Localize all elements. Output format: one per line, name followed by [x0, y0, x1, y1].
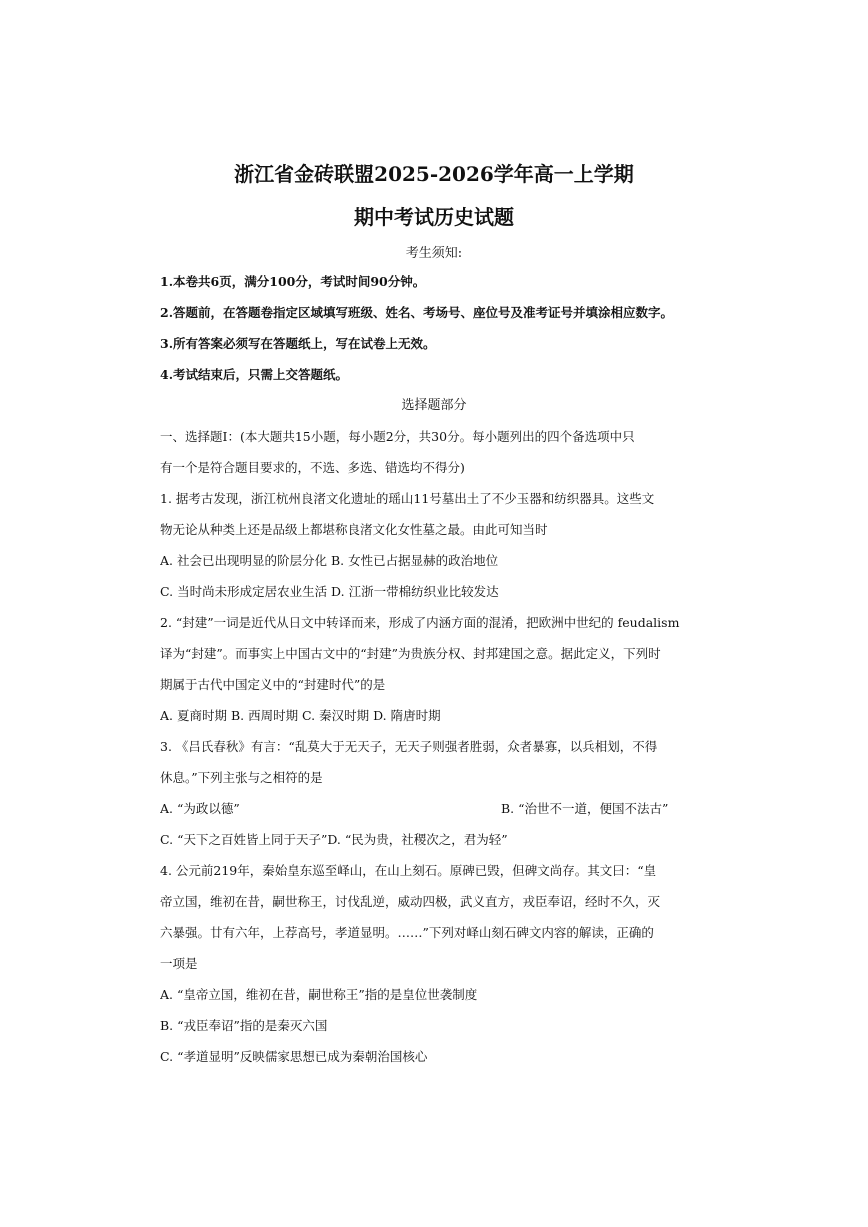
notice-item: 2.答题前，在答题卷指定区域填写班级、姓名、考场号、座位号及准考证号并填涂相应数字。 — [160, 305, 674, 320]
q4-option: B. “戎臣奉诏”指的是秦灭六国 — [160, 1018, 328, 1033]
q4-stem: 六暴强。廿有六年，上荐高号，孝道显明。……”下列对峄山刻石碑文内容的解读，正确的 — [160, 925, 654, 940]
notice-item: 1.本卷共6页，满分100分，考试时间90分钟。 — [160, 274, 426, 289]
q4-option: C. “孝道显明”反映儒家思想已成为秦朝治国核心 — [160, 1049, 428, 1064]
q2-options: A. 夏商时期 B. 西周时期 C. 秦汉时期 D. 隋唐时期 — [160, 708, 441, 723]
q4-stem: 一项是 — [160, 956, 198, 971]
doc-title-line1: 浙江省金砖联盟2025-2026学年高一上学期 — [234, 162, 634, 186]
q4-stem: 帝立国，维初在昔，嗣世称王，讨伐乱逆，威动四极，武义直方，戎臣奉诏，经时不久，灭 — [160, 894, 661, 909]
q3-options-cd: C. “天下之百姓皆上同于天子”D. “民为贵，社稷次之，君为轻” — [160, 832, 508, 847]
q2-stem: 2. “封建”一词是近代从日文中转译而来，形成了内涵方面的混淆，把欧洲中世纪的 feudalism — [160, 615, 680, 630]
section-intro: 有一个是符合题目要求的，不选、多选、错选均不得分) — [160, 460, 465, 475]
q3-option-b: B. “治世不一道，便国不法古” — [501, 801, 669, 816]
q3-options-ab — [160, 800, 720, 818]
q1-options: A. 社会已出现明显的阶层分化 B. 女性已占据显赫的政治地位 — [160, 553, 499, 568]
q4-stem: 4. 公元前219年，秦始皇东巡至峄山，在山上刻石。原碑已毁，但碑文尚存。其文曰：“皇 — [160, 863, 657, 878]
notice-item: 4.考试结束后，只需上交答题纸。 — [160, 367, 349, 382]
q3-option-a: A. “为政以德” — [160, 801, 240, 816]
q3-stem: 3. 《吕氏春秋》有言：“乱莫大于无天子，无天子则强者胜弱，众者暴寡，以兵相划，不得 — [160, 739, 658, 754]
q1-stem: 物无论从种类上还是品级上都堪称良渚文化女性墓之最。由此可知当时 — [160, 522, 548, 537]
q2-stem: 译为“封建”。而事实上中国古文中的“封建”为贵族分权、封邦建国之意。据此定义，下列时 — [160, 646, 661, 661]
notice-item: 3.所有答案必须写在答题纸上，写在试卷上无效。 — [160, 336, 436, 351]
notice-heading: 考生须知: — [405, 246, 463, 261]
q2-stem: 期属于古代中国定义中的“封建时代”的是 — [160, 677, 386, 692]
section-intro: 一、选择题Ⅰ：(本大题共15小题，每小题2分，共30分。每小题列出的四个备选项中只 — [160, 429, 635, 444]
section-heading: 选择题部分 — [401, 398, 467, 413]
q3-stem: 休息。”下列主张与之相符的是 — [160, 770, 323, 785]
doc-title-line2: 期中考试历史试题 — [354, 205, 514, 229]
q4-option: A. “皇帝立国，维初在昔，嗣世称王”指的是皇位世袭制度 — [160, 987, 478, 1002]
q1-options: C. 当时尚未形成定居农业生活 D. 江浙一带棉纺织业比较发达 — [160, 584, 499, 599]
q1-stem: 1. 据考古发现，浙江杭州良渚文化遗址的瑶山11号墓出土了不少玉器和纺织器具。这些文 — [160, 491, 655, 506]
